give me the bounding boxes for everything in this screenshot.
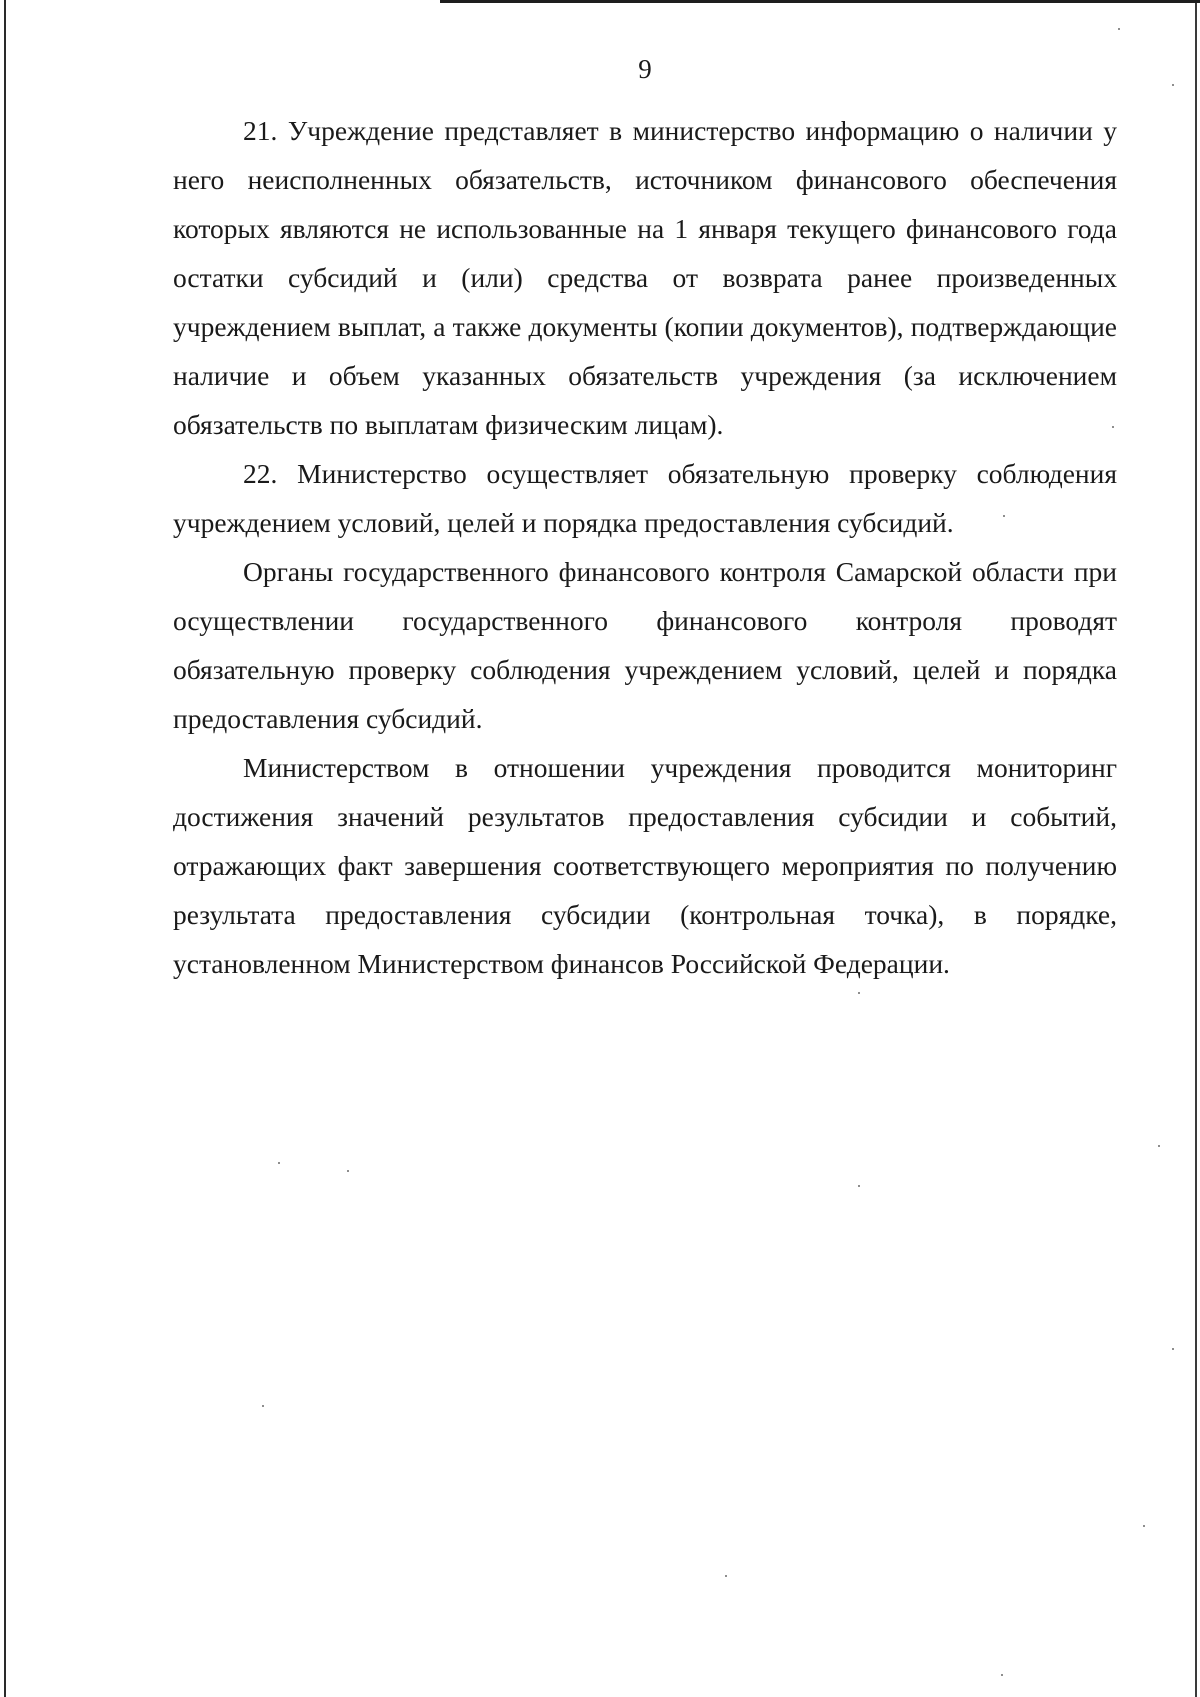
paragraph-financial-control: Органы государственного финансового контроля Самарской области при осуществлении государственного финансового контроля проводят обязательную проверку соблюдения учреждением условий, целей и порядка предоставления субсидий. [173,556,1117,734]
scan-edge-right [1195,0,1197,1697]
scan-speck [858,1185,860,1187]
scan-speck [1143,1525,1145,1527]
paragraph-21: 21. Учреждение представляет в министерство информацию о наличии у него неисполненных обязательств, источником финансового обеспечения которых являются не использованные на 1 января текущего финансового года остатки субсидий и (или) средства от возврата ранее произведенных учреждением выплат, а также документы (копии документов), подтверждающие наличие и объем указанных обязательств учреждения (за исключением обязательств по выплатам физическим лицам). [173,115,1117,440]
scan-speck [858,992,860,994]
page-number: 9 [638,54,652,84]
scan-edge-top [440,0,1200,3]
scan-edge-left [4,0,6,1697]
scan-speck [1158,1145,1160,1147]
scan-speck [1172,1348,1174,1350]
document-body [173,106,1117,988]
scan-speck [1001,1674,1003,1676]
scan-speck [1118,28,1120,30]
paragraph-22: 22. Министерство осуществляет обязательную проверку соблюдения учреждением условий, целей и порядка предоставления субсидий. [173,458,1117,538]
scan-speck [262,1405,264,1407]
scan-speck [347,1170,349,1172]
scan-speck [725,1575,727,1577]
scan-speck [278,1162,280,1164]
paragraph-monitoring: Министерством в отношении учреждения проводится мониторинг достижения значений результатов предоставления субсидии и событий, отражающих факт завершения соответствующего мероприятия по получению результата предоставления субсидии (контрольная точка), в порядке, установленном Министерством финансов Российской Федерации. [173,752,1117,979]
